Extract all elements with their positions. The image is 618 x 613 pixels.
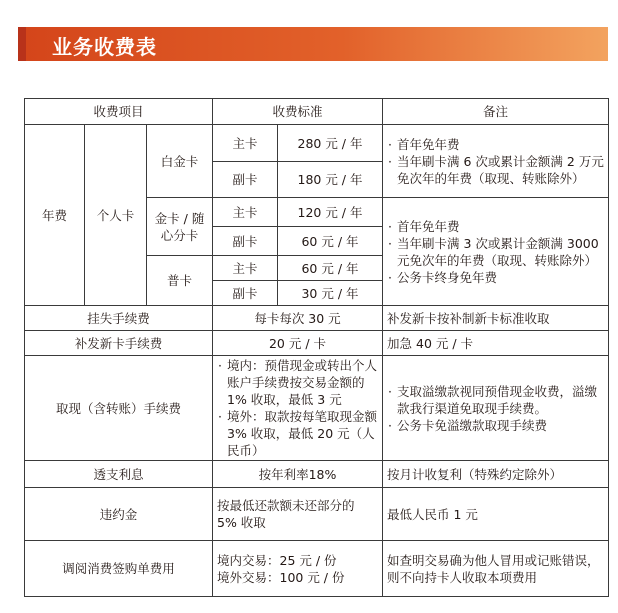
loss-fee-note: 补发新卡按补制新卡标准收取 (383, 306, 609, 331)
penalty-label: 违约金 (25, 488, 213, 541)
fee-table (24, 98, 609, 597)
personal-card-label: 个人卡 (85, 125, 147, 306)
platinum-main-label: 主卡 (213, 125, 278, 162)
platinum-sub-label: 副卡 (213, 162, 278, 198)
note-item: · 当年刷卡满 3 次或累计金额满 3000 元免次年的年费（取现、转账除外） (387, 235, 604, 269)
table-row (25, 331, 609, 356)
page-title: 业务收费表 (52, 35, 157, 59)
reissue-fee-label: 补发新卡手续费 (25, 331, 213, 356)
gold-main-fee: 120 元 / 年 (278, 198, 383, 227)
gold-main-label: 主卡 (213, 198, 278, 227)
note-item: · 公务卡免溢缴款取现手续费 (387, 417, 604, 434)
gold-notes-cell (383, 198, 609, 306)
gold-sub-fee: 60 元 / 年 (278, 227, 383, 256)
regular-sub-label: 副卡 (213, 281, 278, 306)
platinum-main-fee: 280 元 / 年 (278, 125, 383, 162)
platinum-sub-fee: 180 元 / 年 (278, 162, 383, 198)
note-item: · 境外：取款按每笔取现金额 3% 收取，最低 20 元（人民币） (217, 408, 378, 459)
cash-notes-cell (383, 356, 609, 461)
platinum-notes-cell (383, 125, 609, 198)
table-row (25, 488, 609, 541)
note-item: · 首年免年费 (387, 136, 604, 153)
gold-sub-label: 副卡 (213, 227, 278, 256)
regular-main-fee: 60 元 / 年 (278, 256, 383, 281)
cash-fee-cell (213, 356, 383, 461)
note-item: · 首年免年费 (387, 218, 604, 235)
banner-accent (18, 27, 26, 61)
table-header-row (25, 99, 609, 125)
regular-sub-fee: 30 元 / 年 (278, 281, 383, 306)
table-row (25, 541, 609, 597)
overdraft-note: 按月计收复利（特殊约定除外） (383, 461, 609, 488)
slip-fee-value: 境内交易：25 元 / 份 境外交易：100 元 / 份 (213, 541, 383, 597)
cash-fee-label: 取现（含转账）手续费 (25, 356, 213, 461)
platinum-card-label: 白金卡 (147, 125, 213, 198)
regular-main-label: 主卡 (213, 256, 278, 281)
penalty-note: 最低人民币 1 元 (383, 488, 609, 541)
regular-card-label: 普卡 (147, 256, 213, 306)
annual-fee-label: 年费 (25, 125, 85, 306)
reissue-fee-note: 加急 40 元 / 卡 (383, 331, 609, 356)
table-row (25, 461, 609, 488)
header-item: 收费项目 (25, 99, 213, 125)
table-row (25, 125, 609, 162)
penalty-value: 按最低还款额未还部分的 5% 收取 (213, 488, 383, 541)
table-row (25, 306, 609, 331)
note-item: · 支取溢缴款视同预借现金收费，溢缴款我行渠道免取现手续费。 (387, 383, 604, 417)
loss-fee-label: 挂失手续费 (25, 306, 213, 331)
title-banner (18, 27, 608, 61)
note-item: · 公务卡终身免年费 (387, 269, 604, 286)
loss-fee-value: 每卡每次 30 元 (213, 306, 383, 331)
header-standard: 收费标准 (213, 99, 383, 125)
note-item: · 当年刷卡满 6 次或累计金额满 2 万元免次年的年费（取现、转账除外） (387, 153, 604, 187)
gold-card-label: 金卡 / 随心分卡 (147, 198, 213, 256)
note-item: · 境内：预借现金或转出个人账户手续费按交易金额的 1% 收取，最低 3 元 (217, 357, 378, 408)
header-note: 备注 (383, 99, 609, 125)
reissue-fee-value: 20 元 / 卡 (213, 331, 383, 356)
slip-fee-label: 调阅消费签购单费用 (25, 541, 213, 597)
slip-fee-note: 如查明交易确为他人冒用或记账错误，则不向持卡人收取本项费用 (383, 541, 609, 597)
table-row (25, 356, 609, 461)
overdraft-label: 透支利息 (25, 461, 213, 488)
overdraft-value: 按年利率18% (213, 461, 383, 488)
